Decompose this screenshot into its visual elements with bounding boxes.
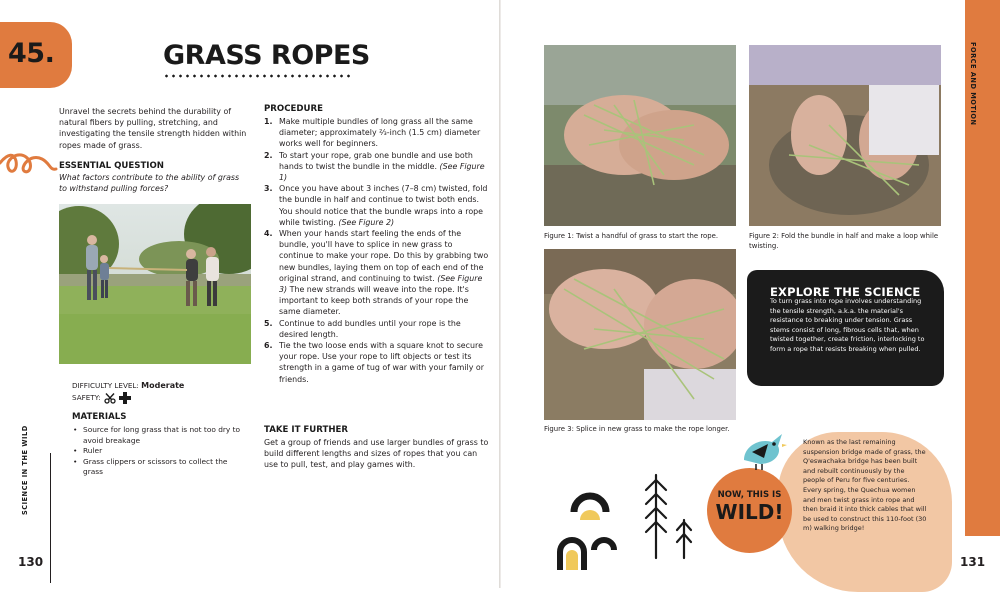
wild-fact-text: Known as the last remaining suspension bridge made of grass, the Q'eswachaka bridge has been built and rebuilt continuously by the people of Peru for five centuries. Every spring, the Quechua women and men twist grass into rope and then braid it into thick cables that will be used to construct this 110-foot (30 m) walking bridge! bbox=[803, 438, 927, 533]
explore-science-heading: EXPLORE THE SCIENCE bbox=[770, 285, 921, 299]
figure-2-photo bbox=[749, 45, 941, 226]
section-label-right: FORCE AND MOTION bbox=[969, 42, 977, 126]
bird-icon bbox=[738, 430, 788, 474]
intro-text: Unravel the secrets behind the durability of natural fibers by pulling, stretching, and investigating the tensile strength hidden within ropes made of grass. bbox=[59, 107, 247, 150]
tug-of-war-photo bbox=[59, 204, 251, 364]
procedure-step: 5. Continue to add bundles until your rope is the desired length. bbox=[264, 318, 461, 339]
figure-3-photo bbox=[544, 249, 736, 420]
figure-ref: (See Figure 3) bbox=[279, 273, 483, 295]
figure-1-caption: Figure 1: Twist a handful of grass to start the rope. bbox=[544, 232, 719, 240]
scissors-icon bbox=[104, 393, 116, 404]
figure-1-photo bbox=[544, 45, 736, 226]
materials-heading: MATERIALS bbox=[72, 412, 127, 422]
wild-badge-small-text: NOW, THIS IS bbox=[717, 490, 782, 500]
list-item: • Ruler bbox=[72, 446, 242, 457]
difficulty-label: DIFFICULTY LEVEL: bbox=[72, 381, 139, 390]
tree-decoration bbox=[642, 470, 702, 560]
procedure-step: 2. To start your rope, grab one bundle and use both hands to twist the bundle in the middle. (See Figure 1) bbox=[264, 150, 485, 183]
page-number-left: 130 bbox=[18, 555, 44, 569]
procedure-step: 3. Once you have about 3 inches (7–8 cm) twisted, fold the bundle in half and continue to twist both ends. You should notice that the bundle wraps into a rope while twisting. (See Figure 2) bbox=[264, 184, 488, 227]
explore-science-text: To turn grass into rope involves understanding the tensile strength, a.k.a. the material's resistance to breaking under tension. Grass stems consist of long, fibrous cells that, when twisted together, create friction, interlocking to form a rope that resists breaking when pulled. bbox=[770, 297, 925, 353]
procedure-step: 6. Tie the two loose ends with a square knot to secure your rope. Use your rope to lift objects or test its strength in a game of tug of war with your family or friends. bbox=[264, 341, 484, 384]
materials-list bbox=[72, 425, 242, 478]
safety-row bbox=[72, 392, 184, 404]
page-spine bbox=[499, 0, 501, 588]
figure-2-caption: Figure 2: Fold the bundle in half and make a loop while twisting. bbox=[749, 232, 939, 250]
wild-badge-big-text: WILD! bbox=[715, 500, 784, 524]
procedure-list bbox=[264, 116, 489, 385]
title-dotted-rule bbox=[163, 74, 351, 78]
list-item: • Grass clippers or scissors to collect the grass bbox=[72, 457, 242, 478]
first-aid-icon bbox=[119, 392, 131, 404]
meta-block bbox=[72, 380, 184, 404]
arch-decoration bbox=[556, 470, 626, 575]
list-item: • Source for long grass that is not too dry to avoid breakage bbox=[72, 425, 242, 446]
figure-3-caption: Figure 3: Splice in new grass to make the rope longer. bbox=[544, 425, 730, 433]
figure-ref: (See Figure 1) bbox=[279, 161, 485, 183]
section-label-left: SCIENCE IN THE WILD bbox=[21, 425, 29, 515]
take-it-further-heading: TAKE IT FURTHER bbox=[264, 425, 349, 435]
take-it-further-text: Get a group of friends and use larger bundles of grass to build different lengths and sizes of ropes that you can use to pull, test, and play games with. bbox=[264, 438, 489, 470]
procedure-step: 1. Make multiple bundles of long grass all the same diameter; approximately ⅔-inch (1.5 cm) diameter works well for beginners. bbox=[264, 117, 481, 149]
essential-question-heading: ESSENTIAL QUESTION bbox=[59, 161, 165, 171]
safety-label: SAFETY: bbox=[72, 393, 101, 402]
page-title: GRASS ROPES bbox=[163, 40, 370, 71]
essential-question: What factors contribute to the ability of grass to withstand pulling forces? bbox=[59, 173, 240, 194]
difficulty-value: Moderate bbox=[141, 381, 185, 390]
procedure-heading: PROCEDURE bbox=[264, 104, 323, 114]
section-rule bbox=[50, 453, 51, 583]
page-number-right: 131 bbox=[960, 555, 986, 569]
project-number: 45. bbox=[8, 38, 55, 69]
procedure-step: 4. When your hands start feeling the ends of the bundle, you'll have to splice in new grass to continue to make your rope. Do this by grabbing two new bundles, laying them on top of each end of the original strand, and continuing to twist. (See Figure 3) The new strands will weave into the rope. It's important to keep both strands of your rope the same diameter. bbox=[264, 229, 489, 317]
difficulty-row bbox=[72, 380, 184, 392]
figure-ref: (See Figure 2) bbox=[338, 217, 395, 227]
squiggle-decoration bbox=[0, 145, 58, 185]
